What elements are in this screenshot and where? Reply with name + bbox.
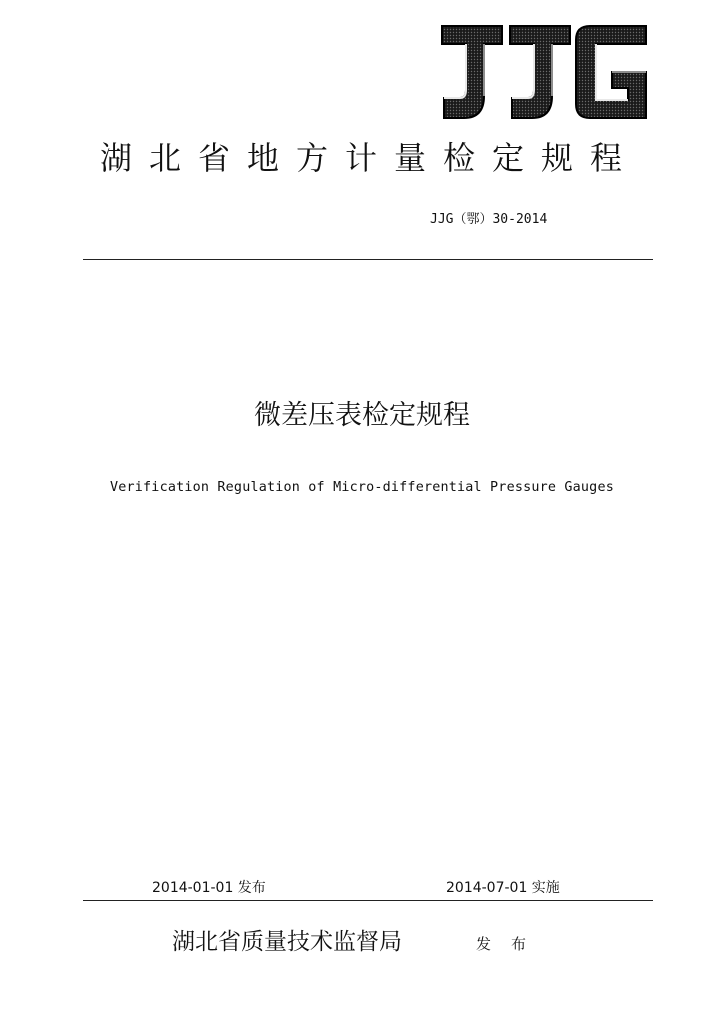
logo-letter-j1 [442,26,502,118]
regulation-code: JJG（鄂）30-2014 [430,212,548,227]
jjg-logo-icon [440,22,650,122]
logo-letter-j2 [510,26,570,118]
series-title: 湖北省地方计量检定规程 [100,139,640,177]
top-divider [83,259,653,260]
implement-date: 2014-07-01 实施 [446,880,560,896]
bottom-divider [83,900,653,901]
issuer-action: 发布 [476,935,547,953]
issue-date: 2014-01-01 发布 [152,880,266,896]
english-title: Verification Regulation of Micro-differential Pressure Gauges [110,480,614,495]
page-title: 微差压表检定规程 [254,400,470,431]
issuer-name: 湖北省质量技术监督局 [172,929,402,955]
logo-letter-g [576,26,646,118]
